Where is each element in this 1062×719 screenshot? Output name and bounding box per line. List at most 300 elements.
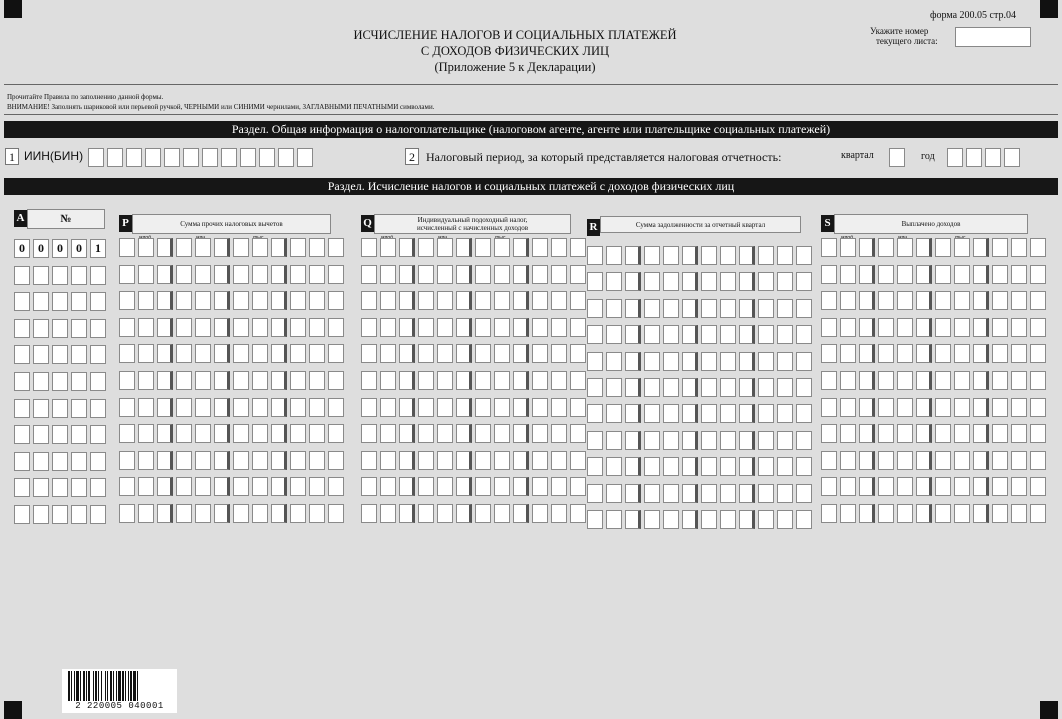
col-r-cell[interactable] [682, 352, 698, 371]
col-s-cell[interactable] [840, 318, 856, 337]
col-p-cell[interactable] [195, 477, 211, 496]
col-s-cell[interactable] [878, 318, 894, 337]
col-s-cell[interactable] [935, 291, 951, 310]
col-r-cell[interactable] [625, 325, 641, 344]
col-r-cell[interactable] [606, 431, 622, 450]
col-q-cell[interactable] [532, 291, 548, 310]
col-r-cell[interactable] [644, 299, 660, 318]
col-p-cell[interactable] [157, 424, 173, 443]
col-s-cell[interactable] [840, 371, 856, 390]
col-q-cell[interactable] [570, 477, 586, 496]
col-q-cell[interactable] [418, 371, 434, 390]
col-p-cell[interactable] [119, 477, 135, 496]
col-r-cell[interactable] [644, 378, 660, 397]
col-s-cell[interactable] [1011, 504, 1027, 523]
col-p-cell[interactable] [233, 344, 249, 363]
col-p-cell[interactable] [252, 318, 268, 337]
col-p-cell[interactable] [195, 398, 211, 417]
col-p-cell[interactable] [214, 398, 230, 417]
col-r-cell[interactable] [796, 484, 812, 503]
col-r-cell[interactable] [625, 299, 641, 318]
col-q-cell[interactable] [380, 318, 396, 337]
col-p-cell[interactable] [157, 238, 173, 257]
col-q-cell[interactable] [475, 398, 491, 417]
col-q-cell[interactable] [551, 477, 567, 496]
row-number-cell[interactable]: 0 [71, 239, 87, 258]
col-q-cell[interactable] [437, 477, 453, 496]
col-q-cell[interactable] [437, 504, 453, 523]
col-q-cell[interactable] [437, 451, 453, 470]
col-s-cell[interactable] [992, 318, 1008, 337]
col-q-cell[interactable] [551, 371, 567, 390]
col-p-cell[interactable] [138, 238, 154, 257]
col-p-cell[interactable] [195, 291, 211, 310]
col-r-cell[interactable] [587, 352, 603, 371]
col-r-cell[interactable] [796, 378, 812, 397]
col-r-cell[interactable] [720, 246, 736, 265]
col-s-cell[interactable] [840, 477, 856, 496]
col-r-cell[interactable] [663, 457, 679, 476]
col-q-cell[interactable] [513, 371, 529, 390]
col-s-cell[interactable] [878, 451, 894, 470]
col-s-cell[interactable] [954, 451, 970, 470]
col-q-cell[interactable] [399, 451, 415, 470]
col-r-cell[interactable] [777, 272, 793, 291]
col-s-cell[interactable] [859, 291, 875, 310]
col-p-cell[interactable] [233, 238, 249, 257]
col-p-cell[interactable] [233, 424, 249, 443]
col-s-cell[interactable] [954, 398, 970, 417]
col-q-cell[interactable] [380, 238, 396, 257]
col-q-cell[interactable] [513, 291, 529, 310]
col-q-cell[interactable] [513, 265, 529, 284]
col-s-cell[interactable] [1030, 291, 1046, 310]
col-p-cell[interactable] [328, 238, 344, 257]
col-r-cell[interactable] [587, 404, 603, 423]
col-q-cell[interactable] [361, 318, 377, 337]
col-r-cell[interactable] [758, 431, 774, 450]
col-p-cell[interactable] [328, 504, 344, 523]
col-q-cell[interactable] [456, 371, 472, 390]
iin-bin-cell[interactable] [145, 148, 161, 167]
col-p-cell[interactable] [138, 424, 154, 443]
col-p-cell[interactable] [119, 398, 135, 417]
col-s-cell[interactable] [935, 238, 951, 257]
col-q-cell[interactable] [361, 265, 377, 284]
col-q-cell[interactable] [494, 344, 510, 363]
col-r-cell[interactable] [587, 457, 603, 476]
col-r-cell[interactable] [758, 352, 774, 371]
col-q-cell[interactable] [532, 344, 548, 363]
col-q-cell[interactable] [380, 424, 396, 443]
col-s-cell[interactable] [954, 477, 970, 496]
col-p-cell[interactable] [138, 451, 154, 470]
col-q-cell[interactable] [570, 238, 586, 257]
col-r-cell[interactable] [758, 484, 774, 503]
row-number-cell[interactable] [71, 372, 87, 391]
col-q-cell[interactable] [532, 477, 548, 496]
row-number-cell[interactable] [90, 372, 106, 391]
col-r-cell[interactable] [606, 378, 622, 397]
col-p-cell[interactable] [309, 451, 325, 470]
col-q-cell[interactable] [456, 477, 472, 496]
row-number-cell[interactable] [14, 266, 30, 285]
col-s-cell[interactable] [821, 318, 837, 337]
col-s-cell[interactable] [935, 504, 951, 523]
col-s-cell[interactable] [840, 291, 856, 310]
col-q-cell[interactable] [532, 504, 548, 523]
row-number-cell[interactable] [52, 372, 68, 391]
col-q-cell[interactable] [551, 291, 567, 310]
col-q-cell[interactable] [494, 398, 510, 417]
col-p-cell[interactable] [271, 424, 287, 443]
col-p-cell[interactable] [233, 371, 249, 390]
row-number-cell[interactable] [33, 452, 49, 471]
col-q-cell[interactable] [551, 451, 567, 470]
col-r-cell[interactable] [739, 246, 755, 265]
col-q-cell[interactable] [361, 371, 377, 390]
col-p-cell[interactable] [176, 371, 192, 390]
col-r-cell[interactable] [587, 325, 603, 344]
col-q-cell[interactable] [532, 398, 548, 417]
col-s-cell[interactable] [992, 291, 1008, 310]
col-s-cell[interactable] [1011, 451, 1027, 470]
col-q-cell[interactable] [361, 238, 377, 257]
col-q-cell[interactable] [361, 504, 377, 523]
col-r-cell[interactable] [625, 272, 641, 291]
col-p-cell[interactable] [309, 318, 325, 337]
col-r-cell[interactable] [663, 431, 679, 450]
col-p-cell[interactable] [328, 451, 344, 470]
col-p-cell[interactable] [195, 504, 211, 523]
col-r-cell[interactable] [739, 378, 755, 397]
row-number-cell[interactable] [90, 292, 106, 311]
col-p-cell[interactable] [252, 504, 268, 523]
row-number-cell[interactable]: 0 [14, 239, 30, 258]
col-p-cell[interactable] [214, 291, 230, 310]
row-number-cell[interactable] [52, 345, 68, 364]
col-p-cell[interactable] [157, 451, 173, 470]
col-q-cell[interactable] [437, 398, 453, 417]
col-p-cell[interactable] [214, 451, 230, 470]
col-p-cell[interactable] [195, 238, 211, 257]
col-r-cell[interactable] [625, 404, 641, 423]
col-r-cell[interactable] [777, 510, 793, 529]
col-q-cell[interactable] [361, 291, 377, 310]
col-p-cell[interactable] [214, 238, 230, 257]
col-p-cell[interactable] [214, 318, 230, 337]
col-r-cell[interactable] [606, 404, 622, 423]
col-q-cell[interactable] [399, 504, 415, 523]
row-number-cell[interactable] [33, 319, 49, 338]
col-q-cell[interactable] [570, 371, 586, 390]
col-r-cell[interactable] [720, 299, 736, 318]
col-q-cell[interactable] [437, 344, 453, 363]
col-p-cell[interactable] [290, 398, 306, 417]
col-s-cell[interactable] [992, 398, 1008, 417]
col-q-cell[interactable] [418, 451, 434, 470]
col-r-cell[interactable] [739, 272, 755, 291]
col-r-cell[interactable] [682, 246, 698, 265]
col-q-cell[interactable] [437, 265, 453, 284]
row-number-cell[interactable] [14, 319, 30, 338]
col-p-cell[interactable] [119, 238, 135, 257]
col-q-cell[interactable] [399, 371, 415, 390]
col-p-cell[interactable] [214, 504, 230, 523]
col-p-cell[interactable] [119, 451, 135, 470]
col-q-cell[interactable] [551, 424, 567, 443]
col-r-cell[interactable] [682, 299, 698, 318]
col-r-cell[interactable] [682, 378, 698, 397]
col-r-cell[interactable] [587, 510, 603, 529]
col-q-cell[interactable] [475, 318, 491, 337]
col-s-cell[interactable] [878, 344, 894, 363]
col-q-cell[interactable] [380, 477, 396, 496]
col-r-cell[interactable] [720, 378, 736, 397]
col-s-cell[interactable] [916, 291, 932, 310]
col-p-cell[interactable] [119, 504, 135, 523]
col-q-cell[interactable] [570, 504, 586, 523]
col-s-cell[interactable] [878, 504, 894, 523]
row-number-cell[interactable] [90, 399, 106, 418]
col-p-cell[interactable] [271, 504, 287, 523]
col-p-cell[interactable] [195, 451, 211, 470]
col-r-cell[interactable] [701, 378, 717, 397]
col-q-cell[interactable] [437, 291, 453, 310]
col-s-cell[interactable] [954, 424, 970, 443]
col-r-cell[interactable] [720, 404, 736, 423]
col-r-cell[interactable] [796, 404, 812, 423]
col-q-cell[interactable] [551, 238, 567, 257]
row-number-cell[interactable] [90, 266, 106, 285]
col-p-cell[interactable] [214, 265, 230, 284]
col-s-cell[interactable] [935, 424, 951, 443]
col-p-cell[interactable] [290, 265, 306, 284]
row-number-cell[interactable] [71, 505, 87, 524]
row-number-cell[interactable] [33, 399, 49, 418]
col-r-cell[interactable] [644, 272, 660, 291]
col-r-cell[interactable] [682, 272, 698, 291]
col-s-cell[interactable] [1030, 504, 1046, 523]
col-p-cell[interactable] [176, 291, 192, 310]
col-s-cell[interactable] [859, 504, 875, 523]
col-r-cell[interactable] [701, 431, 717, 450]
col-q-cell[interactable] [551, 504, 567, 523]
col-r-cell[interactable] [739, 431, 755, 450]
col-r-cell[interactable] [587, 246, 603, 265]
col-r-cell[interactable] [625, 431, 641, 450]
iin-bin-cell[interactable] [221, 148, 237, 167]
col-r-cell[interactable] [625, 246, 641, 265]
col-p-cell[interactable] [252, 398, 268, 417]
col-s-cell[interactable] [973, 451, 989, 470]
col-p-cell[interactable] [233, 398, 249, 417]
row-number-cell[interactable] [71, 345, 87, 364]
col-s-cell[interactable] [897, 344, 913, 363]
row-number-cell[interactable] [14, 372, 30, 391]
col-q-cell[interactable] [494, 424, 510, 443]
row-number-cell[interactable] [90, 425, 106, 444]
col-q-cell[interactable] [361, 424, 377, 443]
col-s-cell[interactable] [878, 291, 894, 310]
col-p-cell[interactable] [309, 398, 325, 417]
col-s-cell[interactable] [935, 451, 951, 470]
col-q-cell[interactable] [551, 265, 567, 284]
col-r-cell[interactable] [587, 272, 603, 291]
col-r-cell[interactable] [644, 404, 660, 423]
col-p-cell[interactable] [157, 477, 173, 496]
col-q-cell[interactable] [513, 477, 529, 496]
col-q-cell[interactable] [570, 265, 586, 284]
col-r-cell[interactable] [701, 457, 717, 476]
col-r-cell[interactable] [720, 457, 736, 476]
col-s-cell[interactable] [954, 291, 970, 310]
col-q-cell[interactable] [494, 504, 510, 523]
col-s-cell[interactable] [897, 291, 913, 310]
col-q-cell[interactable] [513, 451, 529, 470]
col-p-cell[interactable] [309, 504, 325, 523]
quarter-input[interactable] [889, 148, 905, 167]
row-number-cell[interactable] [14, 399, 30, 418]
col-p-cell[interactable] [195, 424, 211, 443]
col-s-cell[interactable] [821, 265, 837, 284]
col-q-cell[interactable] [456, 451, 472, 470]
col-s-cell[interactable] [973, 371, 989, 390]
col-q-cell[interactable] [513, 504, 529, 523]
col-r-cell[interactable] [796, 272, 812, 291]
col-p-cell[interactable] [195, 265, 211, 284]
col-r-cell[interactable] [701, 299, 717, 318]
col-s-cell[interactable] [916, 371, 932, 390]
col-q-cell[interactable] [361, 344, 377, 363]
row-number-cell[interactable] [33, 266, 49, 285]
col-p-cell[interactable] [271, 265, 287, 284]
row-number-cell[interactable] [14, 452, 30, 471]
col-q-cell[interactable] [532, 265, 548, 284]
col-s-cell[interactable] [821, 344, 837, 363]
col-s-cell[interactable] [1030, 451, 1046, 470]
col-p-cell[interactable] [309, 371, 325, 390]
col-r-cell[interactable] [663, 325, 679, 344]
col-r-cell[interactable] [796, 325, 812, 344]
col-r-cell[interactable] [663, 299, 679, 318]
col-r-cell[interactable] [625, 378, 641, 397]
col-r-cell[interactable] [663, 404, 679, 423]
col-r-cell[interactable] [739, 352, 755, 371]
col-q-cell[interactable] [532, 424, 548, 443]
col-s-cell[interactable] [821, 238, 837, 257]
col-r-cell[interactable] [758, 299, 774, 318]
col-s-cell[interactable] [1030, 398, 1046, 417]
col-s-cell[interactable] [1030, 238, 1046, 257]
col-q-cell[interactable] [475, 371, 491, 390]
col-q-cell[interactable] [570, 451, 586, 470]
col-s-cell[interactable] [840, 424, 856, 443]
col-q-cell[interactable] [399, 291, 415, 310]
col-p-cell[interactable] [252, 344, 268, 363]
col-s-cell[interactable] [840, 265, 856, 284]
col-s-cell[interactable] [954, 265, 970, 284]
col-p-cell[interactable] [157, 265, 173, 284]
col-s-cell[interactable] [897, 265, 913, 284]
col-p-cell[interactable] [271, 371, 287, 390]
col-q-cell[interactable] [570, 291, 586, 310]
col-r-cell[interactable] [796, 246, 812, 265]
row-number-cell[interactable] [33, 372, 49, 391]
row-number-cell[interactable] [52, 266, 68, 285]
col-s-cell[interactable] [859, 477, 875, 496]
col-s-cell[interactable] [1011, 291, 1027, 310]
col-s-cell[interactable] [1030, 318, 1046, 337]
col-p-cell[interactable] [214, 371, 230, 390]
col-p-cell[interactable] [119, 371, 135, 390]
col-r-cell[interactable] [606, 299, 622, 318]
iin-bin-cell[interactable] [278, 148, 294, 167]
col-p-cell[interactable] [271, 477, 287, 496]
col-r-cell[interactable] [663, 246, 679, 265]
col-p-cell[interactable] [214, 477, 230, 496]
col-q-cell[interactable] [399, 344, 415, 363]
col-s-cell[interactable] [992, 344, 1008, 363]
col-p-cell[interactable] [176, 504, 192, 523]
col-r-cell[interactable] [644, 510, 660, 529]
col-s-cell[interactable] [897, 451, 913, 470]
col-r-cell[interactable] [777, 352, 793, 371]
col-s-cell[interactable] [878, 238, 894, 257]
col-s-cell[interactable] [992, 477, 1008, 496]
col-s-cell[interactable] [935, 371, 951, 390]
col-r-cell[interactable] [739, 404, 755, 423]
col-s-cell[interactable] [916, 265, 932, 284]
col-p-cell[interactable] [309, 477, 325, 496]
col-p-cell[interactable] [233, 318, 249, 337]
col-q-cell[interactable] [456, 291, 472, 310]
year-cell[interactable] [985, 148, 1001, 167]
row-number-cell[interactable] [52, 292, 68, 311]
col-p-cell[interactable] [290, 451, 306, 470]
col-p-cell[interactable] [328, 477, 344, 496]
col-s-cell[interactable] [859, 344, 875, 363]
col-q-cell[interactable] [494, 371, 510, 390]
col-s-cell[interactable] [935, 265, 951, 284]
col-s-cell[interactable] [992, 424, 1008, 443]
col-r-cell[interactable] [625, 457, 641, 476]
col-p-cell[interactable] [252, 291, 268, 310]
col-q-cell[interactable] [494, 238, 510, 257]
col-p-cell[interactable] [119, 424, 135, 443]
col-r-cell[interactable] [606, 352, 622, 371]
row-number-cell[interactable] [71, 425, 87, 444]
col-s-cell[interactable] [973, 504, 989, 523]
col-r-cell[interactable] [758, 457, 774, 476]
col-q-cell[interactable] [475, 424, 491, 443]
col-r-cell[interactable] [606, 246, 622, 265]
row-number-cell[interactable] [33, 478, 49, 497]
col-q-cell[interactable] [551, 344, 567, 363]
col-r-cell[interactable] [644, 431, 660, 450]
col-p-cell[interactable] [271, 238, 287, 257]
col-q-cell[interactable] [494, 318, 510, 337]
col-r-cell[interactable] [663, 378, 679, 397]
col-p-cell[interactable] [252, 477, 268, 496]
col-q-cell[interactable] [513, 238, 529, 257]
col-s-cell[interactable] [821, 504, 837, 523]
col-q-cell[interactable] [570, 398, 586, 417]
col-q-cell[interactable] [437, 371, 453, 390]
col-r-cell[interactable] [701, 484, 717, 503]
col-p-cell[interactable] [328, 398, 344, 417]
iin-bin-cell[interactable] [202, 148, 218, 167]
